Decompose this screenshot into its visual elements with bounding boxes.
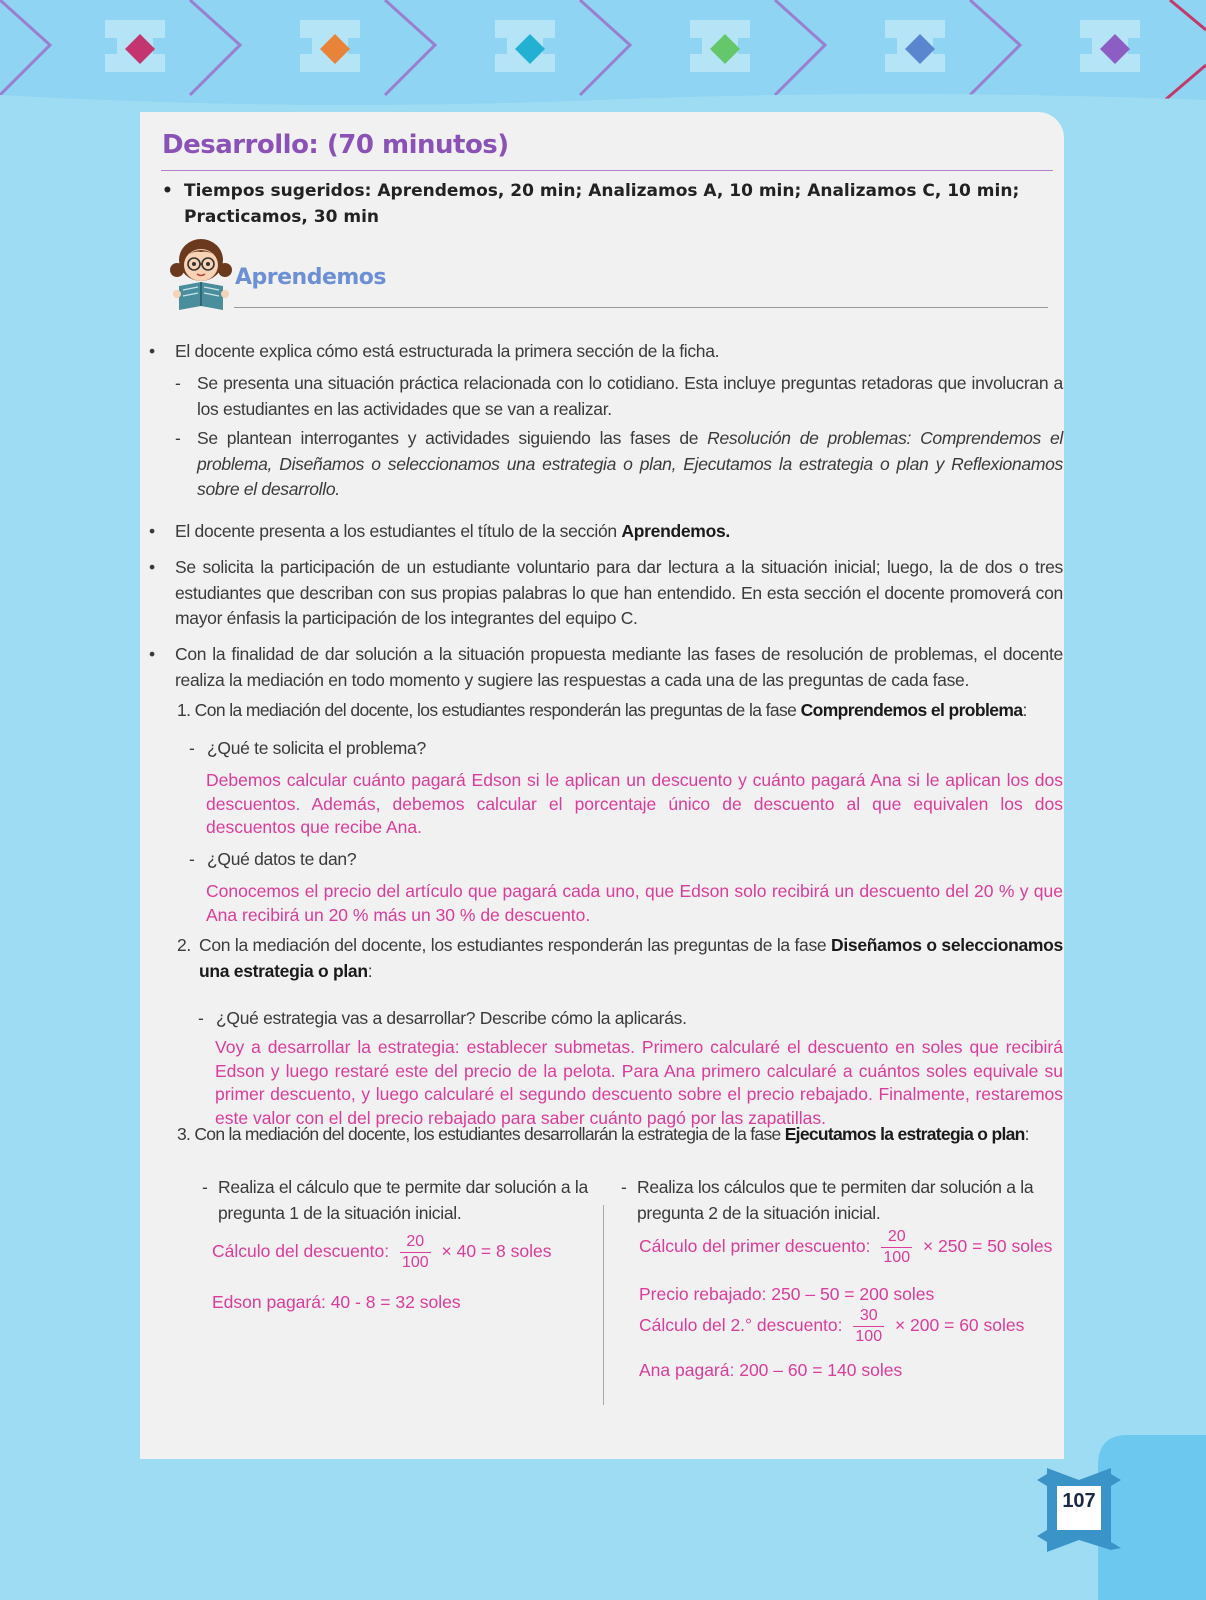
- section-rule: [234, 307, 1048, 308]
- answer-text: Debemos calcular cuánto pagará Edson si le aplican un descuento y cuánto pagará Ana si le aplican los dos descuentos. Además, debemos calcular el porcentaje único de descuento al que equivalen los dos descuentos que recibe Ana.: [206, 770, 1063, 837]
- right-question: - Realiza los cálculos que te permiten dar solución a la pregunta 2 de la situación inicial.: [621, 1177, 1034, 1223]
- bullet-icon: •: [149, 557, 155, 577]
- page-title: Desarrollo: (70 minutos): [162, 130, 509, 160]
- bullet-paragraph: • Con la finalidad de dar solución a la situación propuesta mediante las fases de resolución de problemas, el docente realiza la mediación en todo momento y sugiere las respuestas a cada una de las preguntas de cada fase.: [149, 644, 1063, 690]
- left-calc-line: Cálculo del descuento: $\frac{20}{100}$ × 40 = 8 soles: [212, 1233, 552, 1271]
- suggested-times: [162, 178, 1022, 230]
- decorative-banner: [0, 0, 1206, 112]
- answer-text: Voy a desarrollar la estrategia: establecer submetas. Primero calcularé el descuento en soles que recibirá Edson y luego restaré este del precio de la pelota. Para Ana primero calcularé a cuántos soles equivale su primer descuento, y luego calcularé el segundo descuento sobre el precio rebajado. Finalmente, restaremos este valor con el del precio rebajado para saber cuánto pagó por las zapatillas.: [215, 1037, 1063, 1128]
- right-calc-line: Precio rebajado: 250 – 50 = 200 soles: [639, 1284, 935, 1304]
- dash-icon: -: [202, 1177, 208, 1197]
- dash-icon: -: [189, 849, 195, 869]
- dash-icon: -: [175, 373, 181, 393]
- answer-text: Conocemos el precio del artículo que pagará cada uno, que Edson solo recibirá un descuento del 20 % y que Ana recibirá un 20 % más un 30 % de descuento.: [206, 881, 1063, 925]
- title-rule: [161, 170, 1053, 171]
- bullet-paragraph: • El docente presenta a los estudiantes el título de la sección Aprendemos.: [175, 519, 1063, 545]
- fraction: $\frac{20}{100}$: [401, 1233, 429, 1271]
- section-heading: Aprendemos: [235, 265, 387, 290]
- numbered-item: 3. Con la mediación del docente, los estudiantes desarrollarán la estrategia de la fase Ejecutamos la estrategia o plan:: [177, 1124, 1029, 1144]
- sub-item: - Se plantean interrogantes y actividades siguiendo las fases de Resolución de problemas: Comprendemos el problema, Diseñamos o seleccionamos una estrategia o plan, Ejecutamos la estrategia o plan y Reflexionamos sobre el desarrollo.: [175, 428, 1063, 499]
- bullet-paragraph: • El docente explica cómo está estructurada la primera sección de la ficha.: [175, 339, 1063, 365]
- right-result: Ana pagará: 200 – 60 = 140 soles: [639, 1360, 903, 1380]
- suggested-times-text: Tiempos sugeridos: Aprendemos, 20 min; Analizamos A, 10 min; Analizamos C, 10 min; Practicamos, 30 min: [184, 181, 1020, 227]
- dash-icon: -: [189, 738, 195, 758]
- page-card: [140, 112, 1064, 1459]
- right-calc-line: Cálculo del 2.° descuento: $\frac{30}{100}$ × 200 = 60 soles: [639, 1307, 1025, 1345]
- page-number: 107: [1062, 1490, 1096, 1512]
- bullet-paragraph: • Se solicita la participación de un estudiante voluntario para dar lectura a la situación inicial; luego, la de dos o tres estudiantes que describan con sus propias palabras lo que han entendido. En esta sección el docente promoverá con mayor énfasis la participación de los integrantes del equipo C.: [149, 557, 1063, 628]
- question: - ¿Qué datos te dan?: [207, 847, 907, 873]
- bullet-icon: •: [162, 181, 173, 201]
- numbered-item: 2. Con la mediación del docente, los estudiantes responderán las preguntas de la fase Diseñamos o seleccionamos una estrategia o plan:: [177, 935, 1063, 981]
- column-divider: [603, 1205, 604, 1405]
- fraction: $\frac{20}{100}$: [883, 1228, 911, 1266]
- question: - ¿Qué te solicita el problema?: [207, 736, 907, 762]
- right-calc-line: Cálculo del primer descuento: $\frac{20}{100}$ × 250 = 50 soles: [639, 1228, 1053, 1266]
- bullet-icon: •: [149, 341, 155, 361]
- dash-icon: -: [198, 1008, 204, 1028]
- left-question: - Realiza el cálculo que te permite dar solución a la pregunta 1 de la situación inicial.: [202, 1177, 588, 1223]
- left-result: Edson pagará: 40 - 8 = 32 soles: [212, 1292, 461, 1312]
- sub-item: - Se presenta una situación práctica relacionada con lo cotidiano. Esta incluye preguntas retadoras que involucran a los estudiantes en las actividades que se van a realizar.: [175, 373, 1063, 419]
- reading-girl-icon: [165, 236, 237, 314]
- bullet-icon: •: [149, 521, 155, 541]
- dash-icon: -: [175, 428, 181, 448]
- dash-icon: -: [621, 1177, 627, 1197]
- numbered-item: 1. Con la mediación del docente, los estudiantes responderán las preguntas de la fase Comprendemos el problema:: [177, 700, 1027, 720]
- bullet-icon: •: [149, 644, 155, 664]
- question: - ¿Qué estrategia vas a desarrollar? Describe cómo la aplicarás.: [216, 1006, 1016, 1032]
- item-number: 2.: [177, 935, 191, 955]
- fraction: $\frac{30}{100}$: [855, 1307, 883, 1345]
